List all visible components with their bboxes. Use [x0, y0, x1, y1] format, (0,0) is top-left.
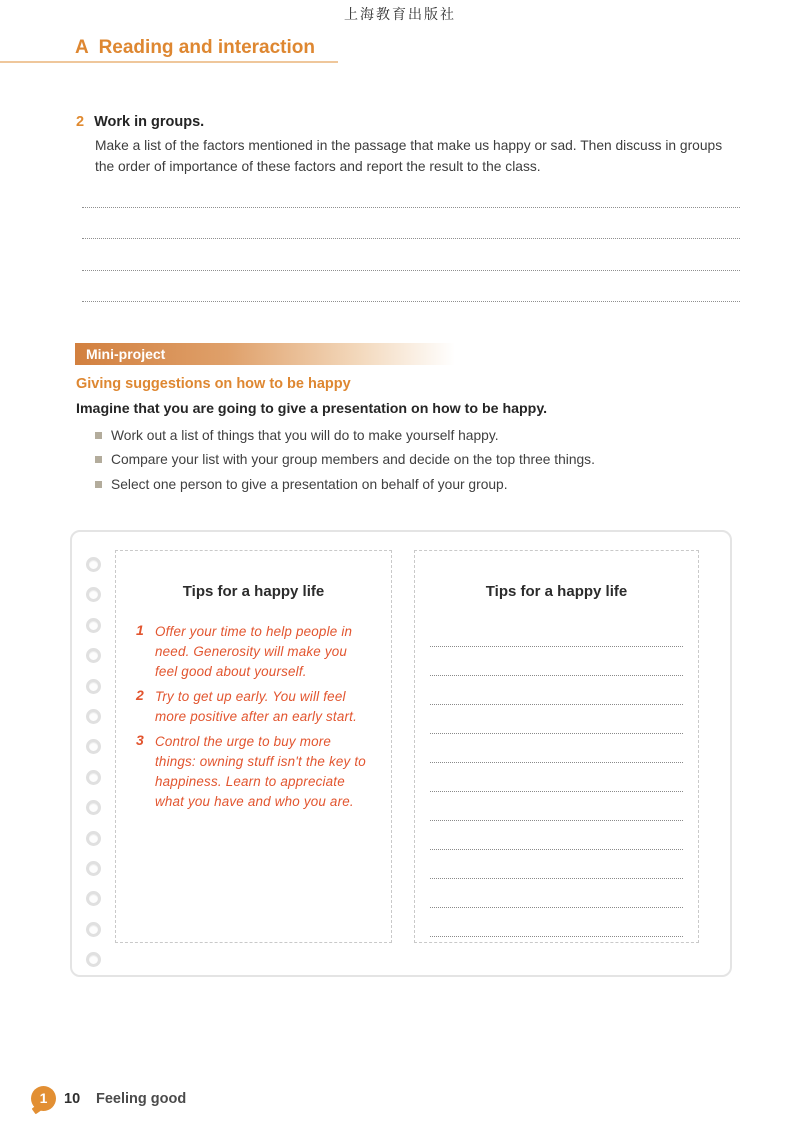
binder-holes-column — [86, 557, 101, 967]
mini-project-banner — [75, 343, 455, 365]
writing-dotted-line — [430, 879, 683, 908]
binder-hole — [86, 952, 101, 967]
tips-panel-filled — [115, 550, 392, 943]
bullet-square-icon — [95, 456, 102, 463]
tip-text: Control the urge to buy more things: owning stuff isn't the key to happiness. Learn to appreciate what you have and who you are. — [155, 734, 366, 809]
page-number: 10 — [64, 1091, 81, 1107]
tip-number: 1 — [136, 622, 144, 638]
notebook-card — [70, 530, 732, 977]
publisher-header: 上海教育出版社 — [344, 8, 456, 23]
binder-hole — [86, 648, 101, 663]
binder-hole — [86, 891, 101, 906]
writing-lines-area — [430, 618, 683, 937]
binder-hole — [86, 861, 101, 876]
writing-dotted-line — [430, 908, 683, 937]
exercise-number: 2 — [76, 114, 85, 130]
bullet-item — [95, 473, 595, 497]
answer-dotted-line — [82, 271, 740, 303]
section-title-underline — [0, 61, 338, 63]
exercise-heading — [76, 114, 204, 130]
tip-item — [136, 622, 373, 682]
tip-number: 3 — [136, 732, 144, 748]
writing-dotted-line — [430, 763, 683, 792]
unit-number-badge: 1 — [31, 1086, 56, 1111]
binder-hole — [86, 800, 101, 815]
mini-project-bullet-list — [95, 424, 595, 497]
bullet-item — [95, 448, 595, 472]
writing-dotted-line — [430, 705, 683, 734]
answer-lines-area — [82, 176, 740, 302]
binder-hole — [86, 679, 101, 694]
tip-item — [136, 732, 373, 812]
binder-hole — [86, 557, 101, 572]
mini-project-subtitle: Giving suggestions on how to be happy — [76, 376, 351, 392]
answer-dotted-line — [82, 239, 740, 271]
exercise-title: Work in groups. — [94, 114, 205, 130]
tips-panel-title: Tips for a happy life — [182, 583, 325, 600]
mini-project-banner-label: Mini-project — [86, 346, 166, 362]
bullet-text: Compare your list with your group members and decide on the top three things. — [111, 452, 595, 468]
bullet-text: Work out a list of things that you will do to make yourself happy. — [111, 428, 499, 443]
tips-panel-blank — [414, 550, 699, 943]
bullet-item — [95, 424, 595, 448]
writing-dotted-line — [430, 734, 683, 763]
tips-list — [116, 622, 391, 812]
writing-dotted-line — [430, 850, 683, 879]
writing-dotted-line — [430, 821, 683, 850]
bullet-square-icon — [95, 432, 102, 439]
unit-title: Feeling good — [96, 1091, 187, 1107]
binder-hole — [86, 831, 101, 846]
binder-hole — [86, 770, 101, 785]
writing-dotted-line — [430, 676, 683, 705]
writing-dotted-line — [430, 792, 683, 821]
tip-text: Offer your time to help people in need. Generosity will make you feel good about yourself. — [155, 624, 353, 679]
mini-project-lead: Imagine that you are going to give a presentation on how to be happy. — [76, 401, 548, 417]
tip-item — [136, 687, 373, 727]
binder-hole — [86, 739, 101, 754]
answer-dotted-line — [82, 176, 740, 208]
binder-hole — [86, 922, 101, 937]
writing-dotted-line — [430, 618, 683, 647]
tips-panel-title: Tips for a happy life — [485, 583, 628, 600]
answer-dotted-line — [82, 208, 740, 240]
section-title: A Reading and interaction — [75, 37, 315, 58]
binder-hole — [86, 587, 101, 602]
binder-hole — [86, 618, 101, 633]
exercise-instructions: Make a list of the factors mentioned in the passage that make us happy or sad. Then discuss in groups the order of importance of these factors and report the result to the class. — [95, 138, 723, 174]
bullet-text: Select one person to give a presentation on behalf of your group. — [111, 476, 508, 492]
binder-hole — [86, 709, 101, 724]
tip-text: Try to get up early. You will feel more positive after an early start. — [155, 689, 357, 724]
tip-number: 2 — [136, 687, 144, 703]
writing-dotted-line — [430, 647, 683, 676]
bullet-square-icon — [95, 481, 102, 488]
